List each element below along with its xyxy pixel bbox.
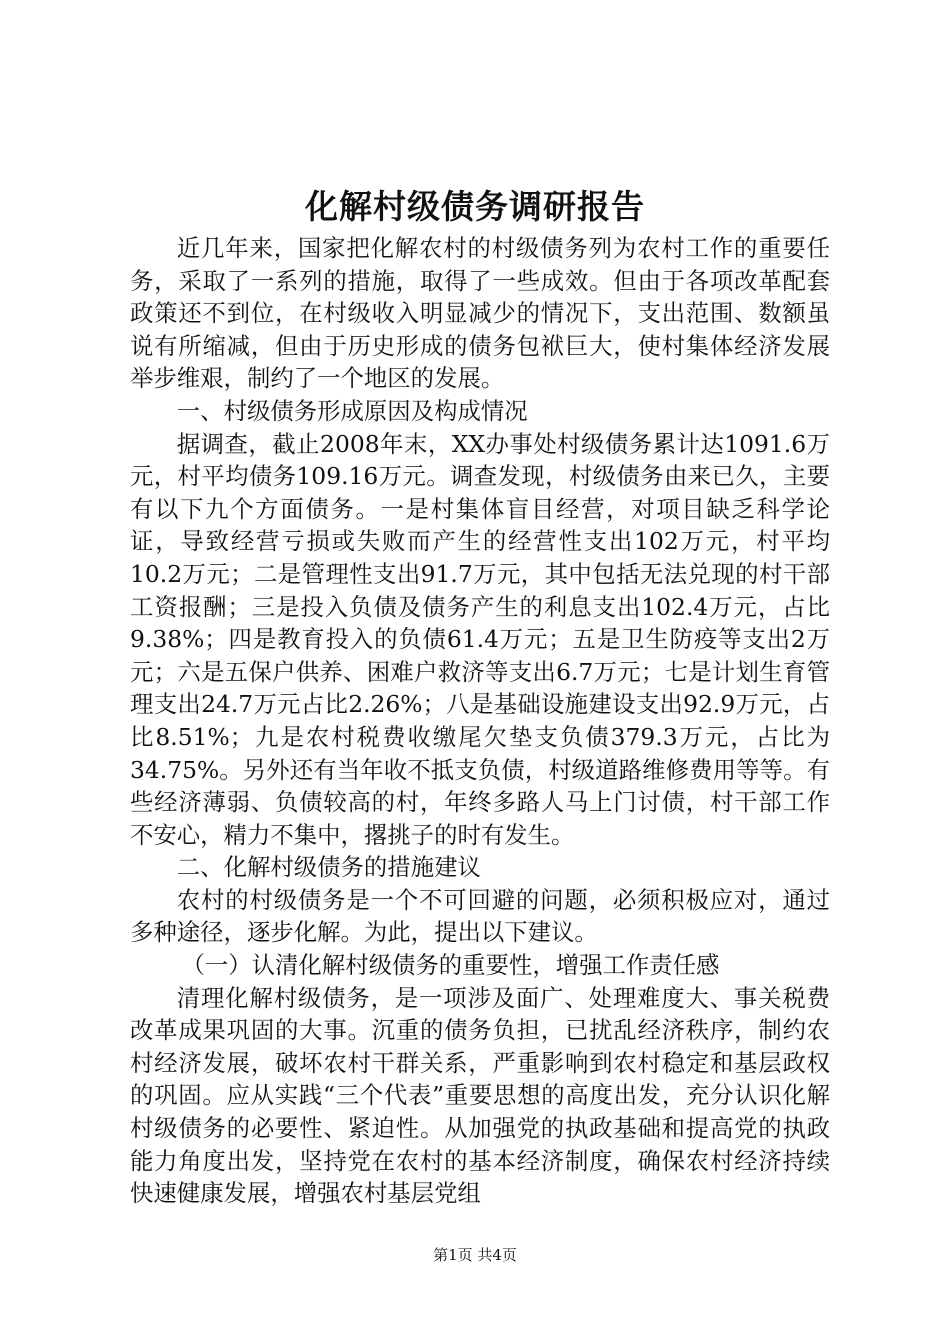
section-heading-1: 一、村级债务形成原因及构成情况 (176, 396, 528, 425)
document-title: 化解村级债务调研报告 (305, 187, 645, 226)
subsection-heading-1: （一）认清化解村级债务的重要性，增强工作责任感 (181, 951, 720, 980)
intro-paragraph: 近几年来，国家把化解农村的村级债务列为农村工作的重要任务，采取了一系列的措施，取得了一些成效。但由于各项改革配套政策还不到位，在村级收入明显减少的情况下，支出范围、数额虽说有所缩减，但由于历史形成的债务包袱巨大，使村集体经济发展举步维艰，制约了一个地区的发展。 (130, 234, 830, 393)
section-heading-2: 二、化解村级债务的措施建议 (176, 853, 481, 882)
document-body (130, 232, 830, 1210)
body-paragraph: 清理化解村级债务，是一项涉及面广、处理难度大、事关税费改革成果巩固的大事。沉重的债务负担，已扰乱经济秩序，制约农村经济发展，破坏农村干群关系，严重影响到农村稳定和基层政权的巩固。应从实践“三个代表”重要思想的高度出发，充分认识化解村级债务的必要性、紧迫性。从加强党的执政基础和提高党的执政能力角度出发，坚持党在农村的基本经济制度，确保农村经济持续快速健康发展，增强农村基层党组 (130, 983, 830, 1208)
page-footer: 第1页 共4页 (433, 1246, 517, 1264)
body-paragraph: 农村的村级债务是一个不可回避的问题，必须积极应对，通过多种途径，逐步化解。为此，提出以下建议。 (130, 885, 830, 947)
body-paragraph: 据调查，截止2008年末，XX办事处村级债务累计达1091.6万元，村平均债务109.16万元。调查发现，村级债务由来已久，主要有以下九个方面债务。一是村集体盲目经营，对项目缺乏科学论证，导致经营亏损或失败而产生的经营性支出102万元，村平均10.2万元；二是管理性支出91.7万元，其中包括无法兑现的村干部工资报酬；三是投入负债及债务产生的利息支出102.4万元，占比9.38%；四是教育投入的负债61.4万元；五是卫生防疫等支出2万元；六是五保户供养、困难户救济等支出6.7万元；七是计划生育管理支出24.7万元占比2.26%；八是基础设施建设支出92.9万元，占比8.51%；九是农村税费收缴尾欠垫支负债379.3万元，占比为34.75%。另外还有当年收不抵支负债，村级道路维修费用等等。有些经济薄弱、负债较高的村，年终多路人马上门讨债，村干部工作不安心，精力不集中，撂挑子的时有发生。 (130, 429, 830, 849)
